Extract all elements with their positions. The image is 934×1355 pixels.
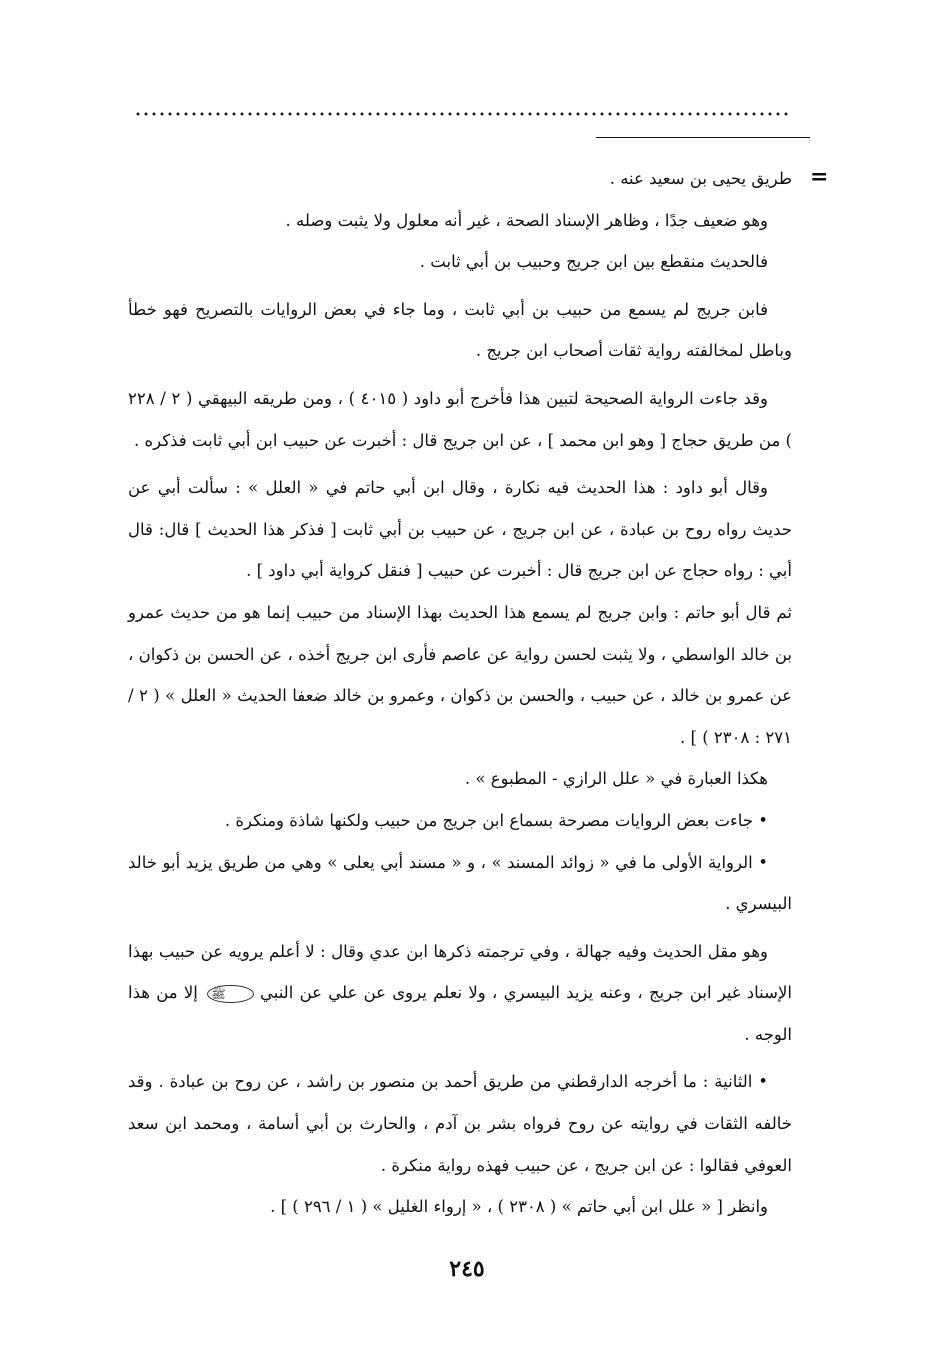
footnote-text <box>128 158 792 1228</box>
paragraph-10-body: وهو مقل الحديث وفيه جهالة ، وفي ترجمته ذكرها ابن عدي وقال : لا أعلم يرويه عن حبيب بهذا الإسناد غير ابن جريج ، وعنه يزيد البيسري ، ولا نعلم يروى عن علي عن النبي <box>128 941 792 1003</box>
paragraph-10-tail: إلا من هذا الوجه . <box>128 983 792 1044</box>
paragraph-12: وانظر [ « علل ابن أبي حاتم » ( ٢٣٠٨ ) ، « إرواء الغليل » ( ١ / ٢٩٦ ) ] . <box>270 1197 768 1217</box>
paragraph-5: وقال أبو داود : هذا الحديث فيه نكارة ، وقال ابن أبي حاتم في « العلل » : سألت أبي عن حديث رواه روح بن عبادة ، عن ابن جريج ، عن حبيب بن أبي ثابت [ فذكر هذا الحديث ] قال: قال أبي : رواه حجاج عن ابن جريج قال : أخبرت عن حبيب [ فنقل كرواية أبي داود ] . <box>128 478 792 581</box>
paragraph-2: فالحديث منقطع بين ابن جريج وحبيب بن أبي ثابت . <box>419 252 768 272</box>
dotted-separator <box>134 110 792 118</box>
paragraph-7: هكذا العبارة في « علل الرازي - المطبوع » . <box>464 769 768 789</box>
paragraph-6: ثم قال أبو حاتم : وابن جريج لم يسمع هذا الحديث بهذا الإسناد من حبيب إنما هو من حديث عمرو بن خالد الواسطي ، ولا يثبت لحسن رواية عن عاصم فأرى ابن جريج أخذه ، عن الحسن بن ذكوان ، عن عمرو بن خالد ، عن حبيب ، والحسن بن ذكوان ، وعمرو بن خالد ضعفا الحديث « العلل » ( ٢ / ٢٧١ : ٢٣٠٨ ) ] . <box>128 602 792 747</box>
paragraph-11: • الثانية : ما أخرجه الدارقطني من طريق أحمد بن منصور بن راشد ، عن روح بن عبادة . وقد خالفه الثقات في روايته عن روح فرواه بشر بن آدم ، والحارث بن أبي أسامة ، ومحمد ابن سعد العوفي فقالوا : عن ابن جريج ، عن حبيب فهذه رواية منكرة . <box>128 1072 792 1175</box>
paragraph-8: • جاءت بعض الروايات مصرحة بسماع ابن جريج من حبيب ولكنها شاذة ومنكرة . <box>224 810 768 830</box>
paragraph-1: وهو ضعيف جدًا ، وظاهر الإسناد الصحة ، غير أنه معلول ولا يثبت وصله . <box>285 210 768 230</box>
footnote-rule <box>596 137 810 138</box>
honorific-glyph: ﷺ <box>207 985 254 1003</box>
paragraph-10 <box>128 931 792 1056</box>
page-number: ٢٤٥ <box>449 1256 485 1282</box>
paragraph-3: فابن جريج لم يسمع من حبيب بن أبي ثابت ، وما جاء في بعض الروايات بالتصريح فهو خطأ وباطل لمخالفته رواية ثقات أصحاب ابن جريج . <box>128 299 792 361</box>
footnote-continuation-mark: = <box>810 164 829 190</box>
paragraph-9: • الرواية الأولى ما في « زوائد المسند » ، و « مسند أبي يعلى » وهي من طريق يزيد أبو خالد البيسري . <box>128 852 792 914</box>
paragraph-4: وقد جاءت الرواية الصحيحة لتبين هذا فأخرج أبو داود ( ٤٠١٥ ) ، ومن طريقه البيهقي ( ٢ / ٢٢٨ ) من طريق حجاج [ وهو ابن محمد ] ، عن ابن جريج قال : أخبرت عن حبيب ابن أبي ثابت فذكره . <box>128 388 792 450</box>
paragraph-0: طريق يحيى بن سعيد عنه . <box>609 169 792 188</box>
